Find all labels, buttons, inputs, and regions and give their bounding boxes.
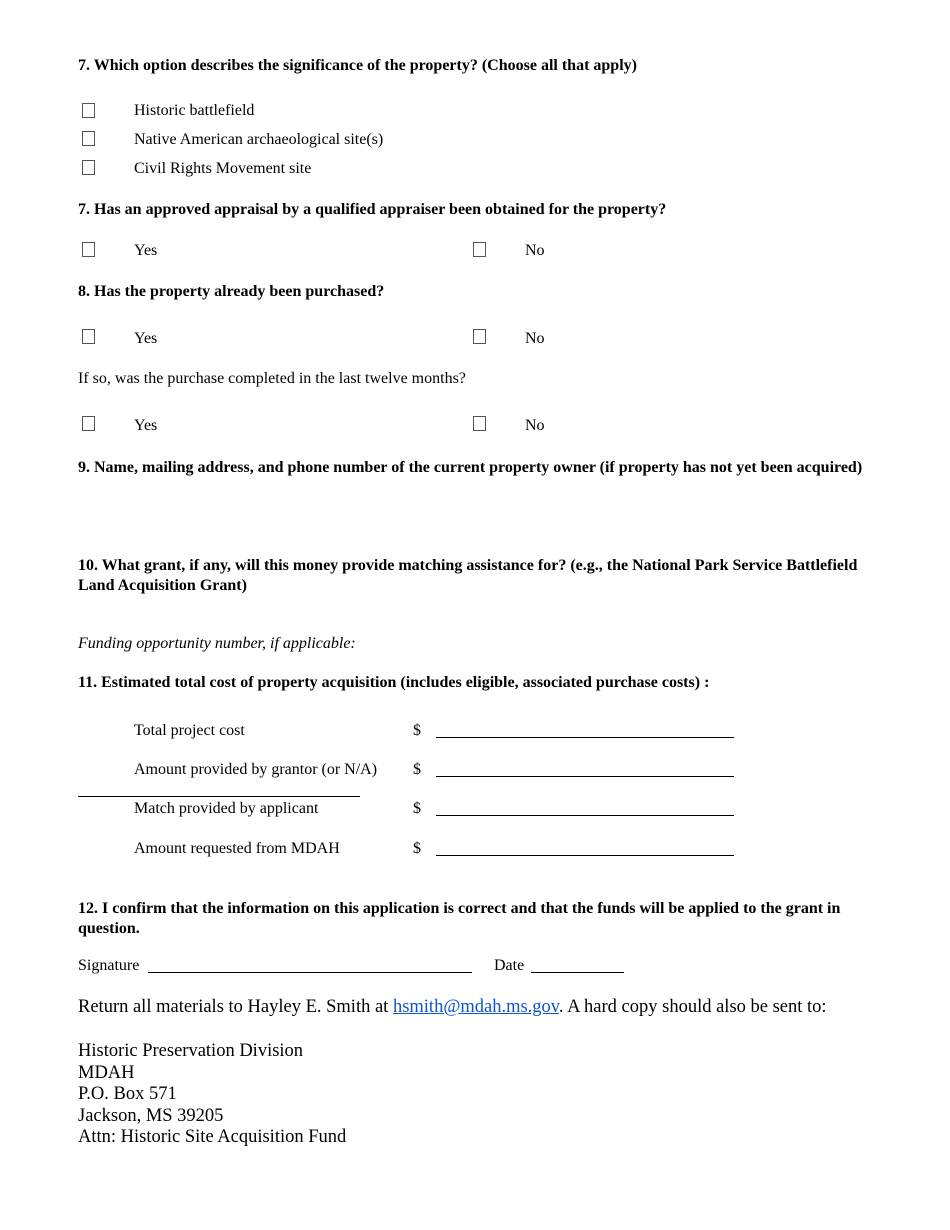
- contact-email-link[interactable]: hsmith@mdah.ms.gov: [392, 997, 559, 1017]
- checkbox-appraisal-yes[interactable]: [82, 242, 95, 257]
- no-label: No: [525, 330, 545, 347]
- funding-opportunity-label: Funding opportunity number, if applicable:: [78, 635, 356, 652]
- checkbox-appraisal-no[interactable]: [473, 242, 486, 257]
- no-label: No: [525, 242, 545, 259]
- date-input[interactable]: [531, 972, 624, 973]
- return-suffix: . A hard copy should also be sent to:: [558, 997, 827, 1017]
- checkbox-purchased-yes[interactable]: [82, 329, 95, 344]
- dollar-sign: $: [413, 840, 421, 857]
- signature-label: Signature: [78, 957, 140, 974]
- cost-row-label: Total project cost: [134, 722, 245, 739]
- total-project-cost-input[interactable]: [436, 737, 734, 738]
- address-line: MDAH: [78, 1062, 135, 1083]
- checkbox-purchased-no[interactable]: [473, 329, 486, 344]
- address-line: Attn: Historic Site Acquisition Fund: [78, 1127, 347, 1147]
- yes-label: Yes: [134, 330, 158, 347]
- dollar-sign: $: [413, 761, 421, 778]
- cost-row-label: Match provided by applicant: [134, 800, 319, 817]
- divider-line: [78, 796, 360, 797]
- q8-followup: If so, was the purchase completed in the last twelve months?: [78, 370, 466, 387]
- checkbox-historic-battlefield[interactable]: [82, 103, 95, 118]
- q7b-title: 7. Has an approved appraisal by a qualified appraiser been obtained for the property?: [78, 201, 667, 218]
- yes-label: Yes: [134, 417, 158, 434]
- q12-title: 12. I confirm that the information on this application is correct and that the funds will be applied to the grant in question.: [78, 900, 841, 937]
- checkbox-twelve-months-yes[interactable]: [82, 416, 95, 431]
- dollar-sign: $: [413, 722, 421, 739]
- dollar-sign: $: [413, 800, 421, 817]
- mailing-address: [78, 1041, 346, 1149]
- address-line: P.O. Box 571: [78, 1084, 177, 1104]
- checkbox-twelve-months-no[interactable]: [473, 416, 486, 431]
- cost-row-label: Amount provided by grantor (or N/A): [134, 761, 378, 778]
- address-line: Historic Preservation Division: [78, 1041, 304, 1061]
- yes-label: Yes: [134, 242, 158, 259]
- return-instructions: [78, 997, 827, 1018]
- option-label: Native American archaeological site(s): [134, 131, 384, 148]
- checkbox-civil-rights-site[interactable]: [82, 160, 95, 175]
- date-label: Date: [494, 957, 525, 974]
- q10-title: 10. What grant, if any, will this money provide matching assistance for? (e.g., the National Park Service Battlefield Land Acquisition Grant): [78, 557, 858, 594]
- mdah-request-input[interactable]: [436, 855, 734, 856]
- q8-title: 8. Has the property already been purchased?: [78, 283, 385, 300]
- q11-title: 11. Estimated total cost of property acquisition (includes eligible, associated purchase costs) :: [78, 674, 710, 691]
- checkbox-native-american-site[interactable]: [82, 131, 95, 146]
- q9-title: 9. Name, mailing address, and phone number of the current property owner (if property has not yet been acquired): [78, 459, 863, 476]
- grantor-amount-input[interactable]: [436, 776, 734, 777]
- address-line: Jackson, MS 39205: [78, 1105, 224, 1126]
- q7a-title: 7. Which option describes the significance of the property? (Choose all that apply): [78, 57, 637, 74]
- option-label: Historic battlefield: [134, 102, 255, 119]
- cost-row-label: Amount requested from MDAH: [134, 840, 340, 857]
- no-label: No: [525, 417, 545, 434]
- return-prefix: Return all materials to Hayley E. Smith at: [78, 997, 393, 1017]
- option-label: Civil Rights Movement site: [134, 160, 312, 177]
- signature-input[interactable]: [148, 972, 472, 973]
- applicant-match-input[interactable]: [436, 815, 734, 816]
